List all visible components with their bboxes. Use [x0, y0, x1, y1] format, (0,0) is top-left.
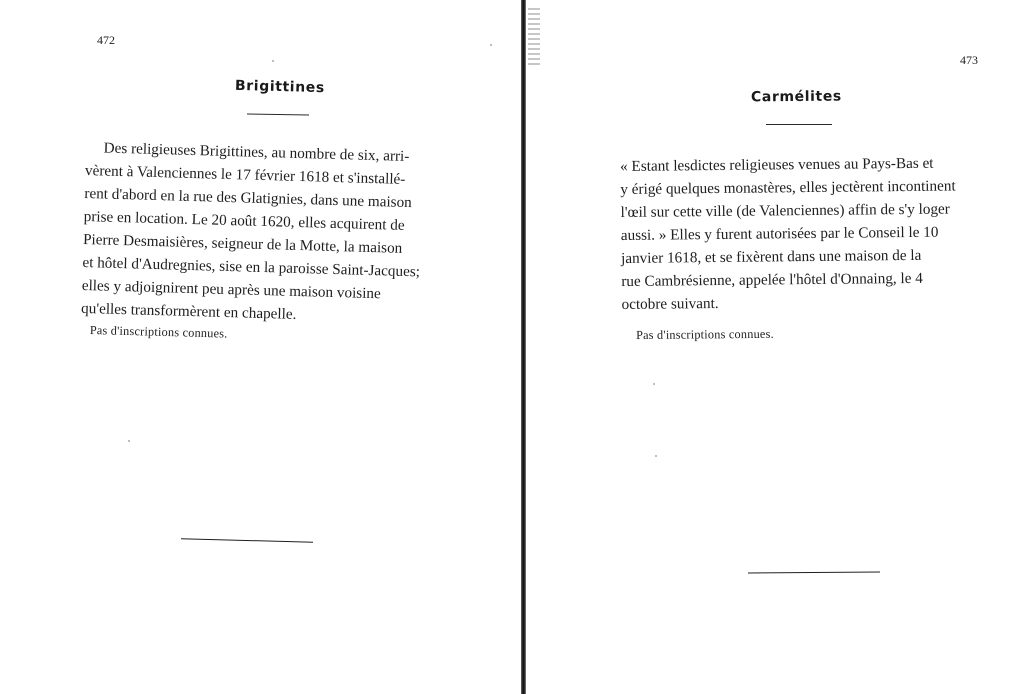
text-line: vèrent à Valenciennes le 17 février 1618 et s'installé-	[84, 161, 406, 188]
text-line: janvier 1618, et se fixèrent dans une maison de la	[620, 246, 922, 267]
text-line: et hôtel d'Audregnies, sise en la paroisse Saint-Jacques;	[82, 253, 421, 281]
end-rule-left	[181, 538, 313, 542]
text-line: aussi. » Elles y furent autorisées par le Conseil le 10	[620, 223, 939, 244]
text-line: y érigé quelques monastères, elles jectèrent incontinent	[620, 177, 956, 198]
heading-rule	[766, 124, 832, 125]
text-line: rue Cambrésienne, appelée l'hôtel d'Onnaing, le 4	[621, 269, 923, 290]
text-line: elles y adjoignirent peu après une maison voisine	[81, 276, 381, 303]
heading-rule	[247, 113, 309, 115]
text-line: octobre suivant.	[621, 294, 719, 313]
page-number-right: 473	[960, 53, 978, 67]
scan-speck	[655, 455, 657, 457]
text-line: Des religieuses Brigittines, au nombre de six, arri-	[103, 139, 410, 166]
text-line: « Estant lesdictes religieuses venues au Pays-Bas et	[620, 154, 934, 175]
text-line: Pierre Desmaisières, seigneur de la Motte, la maison	[82, 230, 403, 257]
scan-speck	[128, 440, 130, 442]
end-rule-right	[748, 572, 880, 574]
text-line: rent d'abord en la rue des Glatignies, dans une maison	[84, 184, 413, 212]
text-line: l'œil sur cette ville (de Valenciennes) affin de s'y loger	[620, 200, 950, 221]
right-page	[526, 0, 1024, 694]
scan-speck	[653, 383, 655, 385]
inscriptions-note-right: Pas d'inscriptions connues.	[636, 326, 774, 342]
body-paragraph-carmelites	[620, 151, 988, 316]
scan-speck	[490, 44, 492, 46]
inscriptions-note-left: Pas d'inscriptions connues.	[89, 323, 228, 341]
section-heading-brigittines: Brigittines	[234, 77, 325, 97]
section-heading-carmelites: Carmélites	[750, 88, 842, 106]
text-line: qu'elles transformèrent en chapelle.	[80, 299, 297, 323]
body-paragraph-brigittines	[81, 136, 466, 331]
page-number-left: 472	[97, 33, 115, 47]
scan-speck	[272, 60, 274, 62]
text-line: prise en location. Le 20 août 1620, elles acquirent de	[83, 207, 405, 234]
